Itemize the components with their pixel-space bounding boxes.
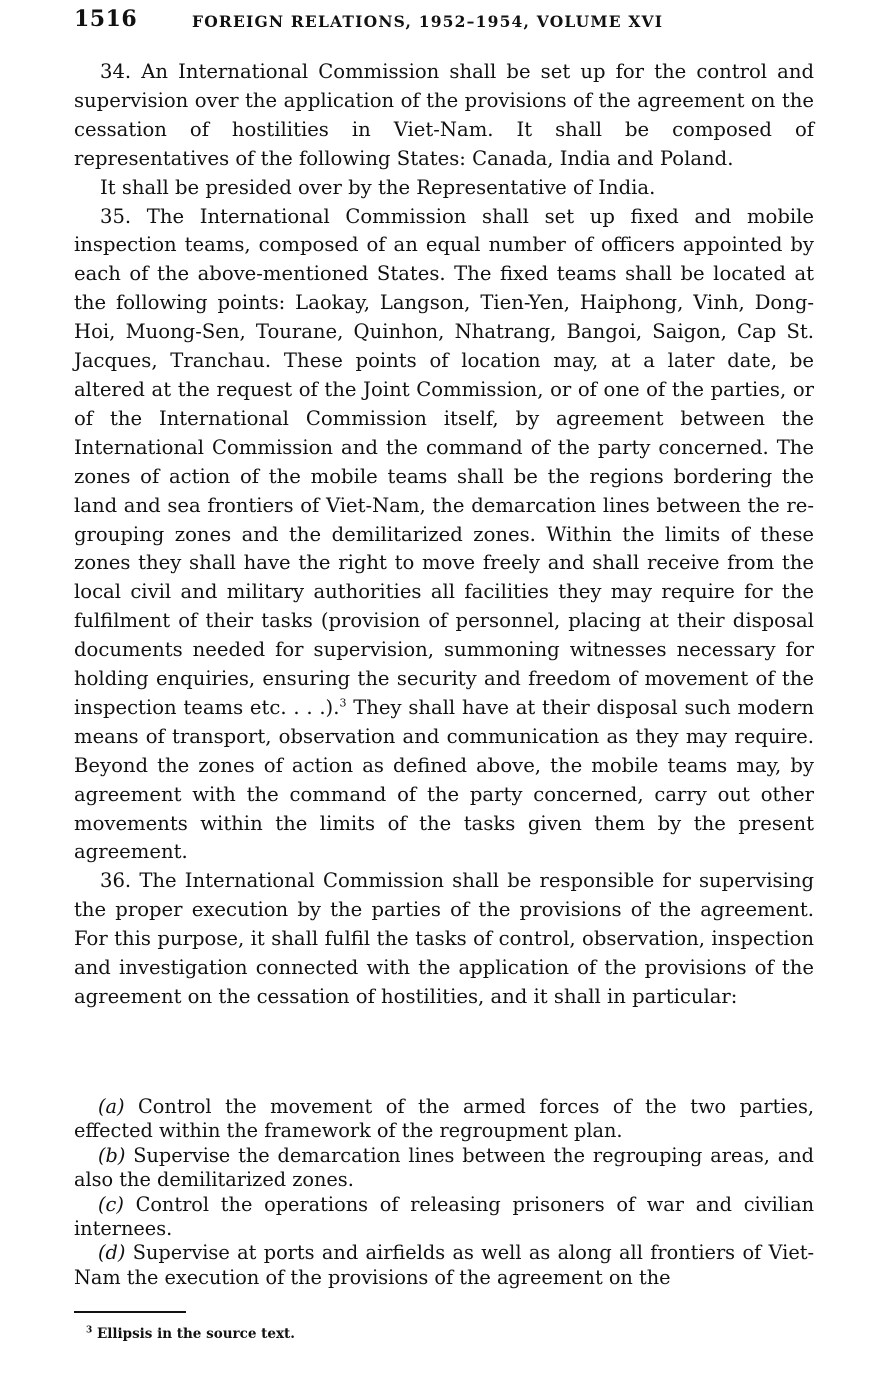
footnote-divider [74, 1311, 186, 1313]
subparagraph-label: (d) [98, 1241, 126, 1265]
footnote-marker: 3 [86, 1325, 93, 1336]
main-text [74, 58, 814, 1012]
subparagraph-text: Control the operations of releasing prisoners of war and civilian internees. [74, 1192, 814, 1241]
paragraph-35 [74, 203, 814, 868]
subparagraph-label: (b) [98, 1143, 126, 1167]
subparagraph-list [74, 1095, 814, 1290]
paragraph-35-text-2: They shall have at their disposal such modern means of transport, observation and communication as they may require. Beyond the zones of action as defined above, the mobile teams may, by agreement with the command of the party concerned, carry out other movements within the limits of the tasks given them by the present agreement. [74, 695, 814, 864]
subparagraph-c [74, 1193, 814, 1242]
subparagraph-b [74, 1144, 814, 1193]
running-title: FOREIGN RELATIONS, 1952–1954, VOLUME XVI [192, 12, 664, 31]
subparagraph-a [74, 1095, 814, 1144]
paragraph-34-presidency: It shall be presided over by the Representative of India. [100, 175, 656, 199]
paragraph-34: 34. An International Commission shall be set up for the control and supervision over the application of the provisions of the agreement on the cessation of hostilities in Viet-Nam. It shall be composed of representatives of the following States: Canada, India and Poland. [74, 60, 814, 170]
footnote [86, 1326, 295, 1342]
subparagraph-text: Control the movement of the armed forces of the two parties, effected within the framework of the regroupment plan. [74, 1095, 814, 1143]
page-number: 1516 [74, 6, 138, 32]
paragraph-36: 36. The International Commission shall be responsible for supervising the proper execution by the parties of the provisions of the agreement. For this purpose, it shall fulfil the tasks of control, observation, inspection and investigation connected with the application of the provisions of the agreement on the cessation of hostilities, and it shall in particular: [74, 869, 814, 1008]
subparagraph-d [74, 1241, 814, 1290]
paragraph-35-text-1: 35. The International Commission shall set up fixed and mobile inspection teams, composed of an equal number of officers appointed by each of the above-mentioned States. The fixed teams shall be located at the following points: Laokay, Langson, Tien-Yen, Haiphong, Vinh, Dong-Hoi, Muong-Sen, Tourane, Quinhon, Nhatrang, Bangoi, Saigon, Cap St. Jacques, Tranchau. These points of location may, at a later date, be altered at the request of the Joint Commission, or of one of the parties, or of the International Commission itself, by agreement between the International Commission and the command of the party concerned. The zones of action of the mobile teams shall be the regions bordering the land and sea frontiers of Viet-Nam, the demarcation lines between the re-grouping zones and the demilitarized zones. Within the limits of these zones they shall have the right to move freely and shall receive from the local civil and military authorities all facilities they may require for the fulfilment of their tasks (provision of personnel, placing at their disposal documents needed for supervision, summoning witnesses necessary for holding enquiries, ensuring the security and freedom of movement of the inspection teams etc. . . .). [74, 204, 814, 719]
footnote-text: Ellipsis in the source text. [92, 1326, 295, 1342]
footnote-reference: 3 [339, 696, 347, 710]
subparagraph-text: Supervise the demarcation lines between the regrouping areas, and also the demilitarized zones. [74, 1143, 814, 1192]
subparagraph-label: (a) [98, 1095, 125, 1118]
subparagraph-text: Supervise at ports and airfields as well as along all frontiers of Viet-Nam the execution of the provisions of the agreement on the [74, 1241, 814, 1289]
subparagraph-label: (c) [98, 1192, 124, 1216]
page-header [74, 6, 814, 40]
